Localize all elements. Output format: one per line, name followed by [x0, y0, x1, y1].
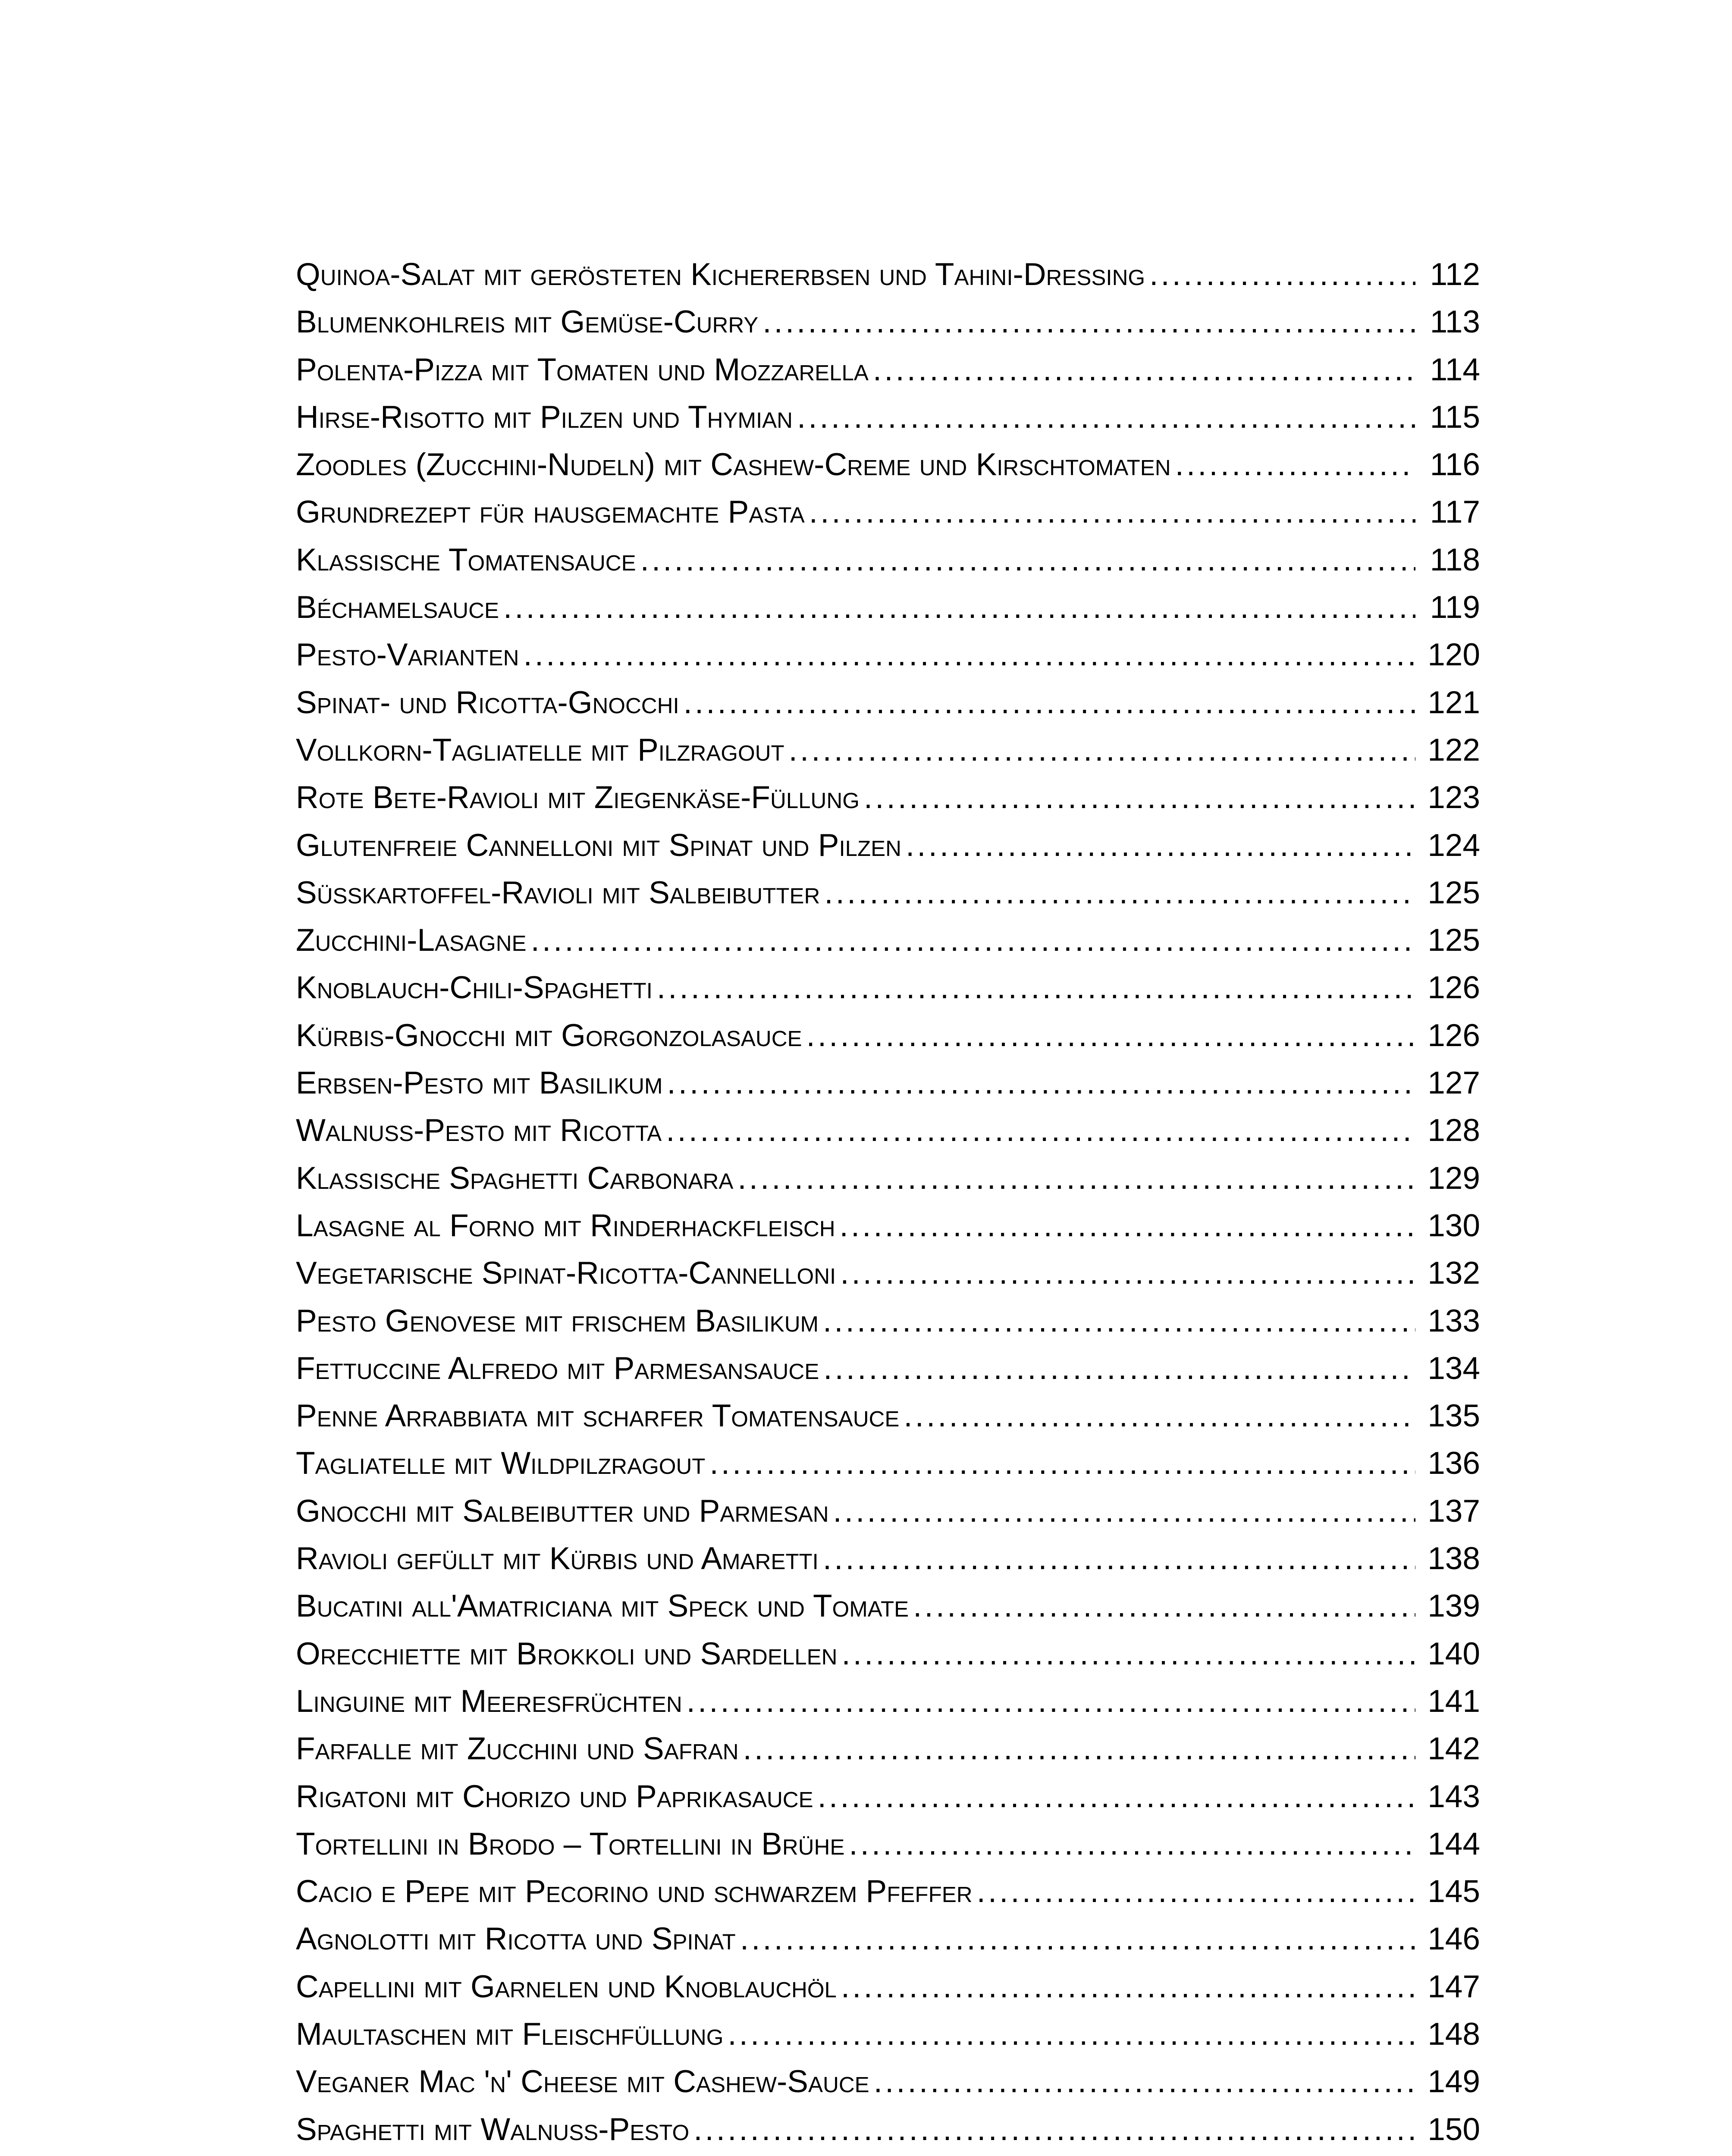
toc-dot-leader	[758, 2153, 1415, 2156]
toc-entry[interactable]	[296, 1868, 1480, 1915]
toc-entry-page-number: 113	[1430, 304, 1480, 340]
toc-entry-page-number: 134	[1428, 1351, 1480, 1386]
toc-entry-page-number: 149	[1428, 2064, 1480, 2100]
toc-entry-page-number: 148	[1428, 2016, 1480, 2052]
toc-entry-title: Fettuccine Alfredo mit Parmesansauce	[296, 1351, 819, 1386]
toc-entry[interactable]	[296, 1250, 1480, 1297]
toc-entry-title: Rote Bete-Ravioli mit Ziegenkäse-Füllung	[296, 780, 860, 815]
toc-entry[interactable]	[296, 1725, 1480, 1773]
toc-dot-leader	[666, 1107, 1415, 1154]
toc-entry[interactable]	[296, 346, 1480, 394]
toc-entry-title: Knoblauch-Chili-Spaghetti	[296, 970, 653, 1006]
toc-dot-leader	[728, 2011, 1415, 2058]
toc-entry-page-number: 144	[1428, 1826, 1480, 1861]
toc-entry-title: Glutenfreie Cannelloni mit Spinat und Pilzen	[296, 827, 901, 863]
toc-entry[interactable]	[296, 584, 1480, 631]
toc-dot-leader	[531, 917, 1415, 964]
toc-entry[interactable]	[296, 917, 1480, 964]
toc-entry-page-number: 119	[1430, 590, 1480, 625]
toc-entry[interactable]	[296, 1440, 1480, 1487]
toc-dot-leader	[840, 1250, 1415, 1297]
toc-entry-title: Vollkorn-Tagliatelle mit Pilzragout	[296, 732, 784, 768]
toc-dot-leader	[640, 536, 1415, 584]
toc-entry[interactable]	[296, 727, 1480, 774]
toc-entry-page-number: 145	[1428, 1874, 1480, 1909]
toc-dot-leader	[840, 1202, 1415, 1250]
toc-dot-leader	[977, 1868, 1415, 1915]
toc-entry-title: Tagliatelle mit Wildpilzragout	[296, 1446, 706, 1481]
toc-entry[interactable]	[296, 1012, 1480, 1059]
toc-entry-title: Vegetarische Spinat-Ricotta-Cannelloni	[296, 1256, 836, 1291]
toc-entry[interactable]	[296, 1630, 1480, 1678]
toc-entry-page-number	[1425, 2153, 1480, 2156]
toc-dot-leader	[833, 1488, 1415, 1535]
toc-dot-leader	[873, 346, 1415, 394]
toc-entry-title: Walnuss-Pesto mit Ricotta	[296, 1113, 662, 1148]
toc-entry-page-number: 123	[1428, 780, 1480, 815]
table-of-contents	[296, 251, 1480, 2156]
toc-entry-title: Klassische Spaghetti Carbonara	[296, 1160, 734, 1196]
toc-entry[interactable]	[296, 822, 1480, 869]
toc-entry[interactable]	[296, 1202, 1480, 1250]
toc-entry-page-number: 115	[1430, 399, 1480, 435]
toc-entry-title: Hirse-Risotto mit Pilzen und Thymian	[296, 399, 793, 435]
toc-entry-title: Penne Arrabbiata mit scharfer Tomatensauce	[296, 1398, 900, 1434]
toc-entry-title: Erbsen-Pesto mit Basilikum	[296, 1065, 663, 1101]
toc-entry-title: Orecchiette mit Brokkoli und Sardellen	[296, 1636, 838, 1671]
toc-entry-title: Tortellini in Brodo – Tortellini in Brühe	[296, 1826, 845, 1861]
toc-dot-leader	[693, 2106, 1415, 2153]
toc-entry-page-number: 114	[1430, 352, 1480, 387]
toc-dot-leader	[849, 1821, 1415, 1868]
toc-entry-page-number: 150	[1428, 2112, 1480, 2147]
toc-entry[interactable]	[296, 251, 1480, 298]
toc-dot-leader	[797, 394, 1415, 441]
toc-entry[interactable]	[296, 1963, 1480, 2011]
toc-entry[interactable]	[296, 1155, 1480, 1202]
toc-dot-leader	[823, 1535, 1415, 1583]
toc-entry-title: Süßkartoffel-Ravioli mit Salbeibutter	[296, 875, 820, 910]
toc-entry-page-number: 121	[1428, 685, 1480, 720]
toc-entry-title: Béchamelsauce	[296, 590, 499, 625]
toc-entry-page-number: 138	[1428, 1541, 1480, 1576]
toc-dot-leader	[818, 1773, 1415, 1821]
toc-dot-leader	[667, 1059, 1415, 1107]
toc-entry[interactable]	[296, 1488, 1480, 1535]
toc-entry-title: Klassische Tomatensauce	[296, 542, 636, 577]
toc-entry[interactable]	[296, 1297, 1480, 1345]
toc-entry-title: Quinoa-Salat mit gerösteten Kichererbsen und Tahini-Dressing	[296, 257, 1145, 292]
toc-entry[interactable]	[296, 2153, 1480, 2156]
toc-dot-leader	[864, 774, 1415, 821]
toc-entry-page-number: 128	[1428, 1113, 1480, 1148]
toc-entry[interactable]	[296, 1392, 1480, 1440]
toc-entry-page-number: 140	[1428, 1636, 1480, 1671]
toc-dot-leader	[762, 298, 1415, 346]
toc-entry-page-number: 120	[1428, 637, 1480, 673]
toc-dot-leader	[1149, 251, 1415, 298]
toc-entry-title: Grundrezept für hausgemachte Pasta	[296, 495, 805, 530]
toc-entry-title: Pesto Genovese mit frischem Basilikum	[296, 1303, 819, 1338]
toc-entry-title: Spinat- und Ricotta-Gnocchi	[296, 685, 679, 720]
toc-dot-leader	[841, 1963, 1415, 2011]
toc-dot-leader	[906, 822, 1415, 869]
toc-entry-page-number: 139	[1428, 1589, 1480, 1624]
toc-dot-leader	[709, 1440, 1415, 1487]
toc-entry[interactable]	[296, 774, 1480, 821]
toc-dot-leader	[684, 679, 1415, 727]
toc-entry-title: Maultaschen mit Fleischfüllung	[296, 2016, 724, 2052]
toc-dot-leader	[823, 1345, 1415, 1392]
toc-entry-title: Zoodles (Zucchini-Nudeln) mit Cashew-Creme und Kirschtomaten	[296, 447, 1171, 483]
toc-entry[interactable]	[296, 441, 1480, 489]
toc-entry-title: Capellini mit Garnelen und Knoblauchöl	[296, 1969, 837, 2004]
toc-entry-title: Gnocchi mit Salbeibutter und Parmesan	[296, 1493, 829, 1529]
toc-entry[interactable]	[296, 536, 1480, 584]
toc-entry[interactable]	[296, 1107, 1480, 1154]
toc-entry[interactable]	[296, 1678, 1480, 1725]
toc-dot-leader	[824, 869, 1415, 917]
toc-entry-page-number: 124	[1428, 827, 1480, 863]
toc-entry-page-number: 117	[1430, 495, 1480, 530]
toc-entry-title: Zucchini-Lasagne	[296, 923, 527, 958]
toc-entry-title: Rigatoni mit Chorizo und Paprikasauce	[296, 1779, 813, 1814]
toc-entry[interactable]	[296, 1345, 1480, 1392]
toc-entry-title: Kürbis-Gnocchi mit Gorgonzolasauce	[296, 1018, 802, 1053]
toc-dot-leader	[823, 1297, 1415, 1345]
toc-entry[interactable]	[296, 1535, 1480, 1583]
toc-entry-page-number: 132	[1428, 1256, 1480, 1291]
toc-entry-title: Cacio e Pepe mit Pecorino und schwarzem Pfeffer	[296, 1874, 973, 1909]
toc-entry-page-number: 130	[1428, 1208, 1480, 1243]
toc-entry-title: Farfalle mit Zucchini und Safran	[296, 1731, 739, 1767]
toc-dot-leader	[687, 1678, 1415, 1725]
toc-entry-page-number: 116	[1430, 447, 1480, 483]
toc-entry-page-number: 118	[1430, 542, 1480, 577]
toc-entry[interactable]	[296, 2106, 1480, 2153]
toc-entry[interactable]	[296, 394, 1480, 441]
toc-dot-leader	[841, 1630, 1415, 1678]
toc-dot-leader	[740, 1915, 1415, 1963]
toc-entry-page-number: 133	[1428, 1303, 1480, 1338]
toc-entry[interactable]	[296, 2058, 1480, 2106]
toc-entry[interactable]	[296, 964, 1480, 1012]
toc-entry-page-number: 143	[1428, 1779, 1480, 1814]
toc-dot-leader	[913, 1583, 1415, 1630]
toc-entry-page-number: 126	[1428, 970, 1480, 1006]
toc-entry-page-number: 135	[1428, 1398, 1480, 1434]
toc-entry-page-number: 146	[1428, 1921, 1480, 1957]
toc-entry-title: Blumenkohlreis mit Gemüse-Curry	[296, 304, 759, 340]
toc-entry[interactable]	[296, 1915, 1480, 1963]
toc-entry-page-number: 127	[1428, 1065, 1480, 1101]
toc-entry-title: Pesto-Varianten	[296, 637, 519, 673]
toc-dot-leader	[789, 727, 1415, 774]
toc-entry[interactable]	[296, 1059, 1480, 1107]
toc-entry-page-number: 129	[1428, 1160, 1480, 1196]
toc-entry-page-number: 136	[1428, 1446, 1480, 1481]
toc-dot-leader	[1175, 441, 1415, 489]
toc-dot-leader	[657, 964, 1415, 1012]
toc-entry-title: Polenta-Pizza mit Tomaten und Mozzarella	[296, 352, 869, 387]
toc-entry-title: Ravioli gefüllt mit Kürbis und Amaretti	[296, 1541, 819, 1576]
toc-entry[interactable]	[296, 869, 1480, 917]
toc-entry-page-number: 137	[1428, 1493, 1480, 1529]
toc-dot-leader	[737, 1155, 1415, 1202]
toc-entry-title: Bucatini all'Amatriciana mit Speck und Tomate	[296, 1589, 909, 1624]
toc-dot-leader	[874, 2058, 1415, 2106]
toc-entry-title: Veganer Mac 'n' Cheese mit Cashew-Sauce	[296, 2064, 869, 2100]
toc-dot-leader	[904, 1392, 1415, 1440]
toc-entry-page-number: 122	[1428, 732, 1480, 768]
toc-entry[interactable]	[296, 298, 1480, 346]
toc-entry[interactable]	[296, 2011, 1480, 2058]
toc-entry-title: Spaghetti mit Walnuss-Pesto	[296, 2112, 690, 2147]
toc-entry-title: Agnolotti mit Ricotta und Spinat	[296, 1921, 736, 1957]
toc-dot-leader	[809, 489, 1415, 536]
toc-entry-page-number: 141	[1428, 1683, 1480, 1719]
toc-dot-leader	[524, 631, 1416, 679]
toc-entry[interactable]	[296, 1773, 1480, 1821]
toc-entry-page-number: 126	[1428, 1018, 1480, 1053]
toc-entry[interactable]	[296, 1583, 1480, 1630]
toc-entry-page-number: 125	[1428, 875, 1480, 910]
toc-entry-title	[296, 2153, 753, 2156]
toc-dot-leader	[743, 1725, 1415, 1773]
toc-entry-page-number: 147	[1428, 1969, 1480, 2004]
toc-entry-title: Linguine mit Meeresfrüchten	[296, 1683, 682, 1719]
toc-dot-leader	[503, 584, 1415, 631]
toc-entry[interactable]	[296, 631, 1480, 679]
toc-entry[interactable]	[296, 679, 1480, 727]
toc-entry[interactable]	[296, 489, 1480, 536]
toc-dot-leader	[806, 1012, 1415, 1059]
toc-entry-page-number: 125	[1428, 923, 1480, 958]
toc-entry-page-number: 112	[1430, 257, 1480, 292]
toc-entry-title: Lasagne al Forno mit Rinderhackfleisch	[296, 1208, 835, 1243]
toc-entry[interactable]	[296, 1821, 1480, 1868]
toc-entry-page-number: 142	[1428, 1731, 1480, 1767]
